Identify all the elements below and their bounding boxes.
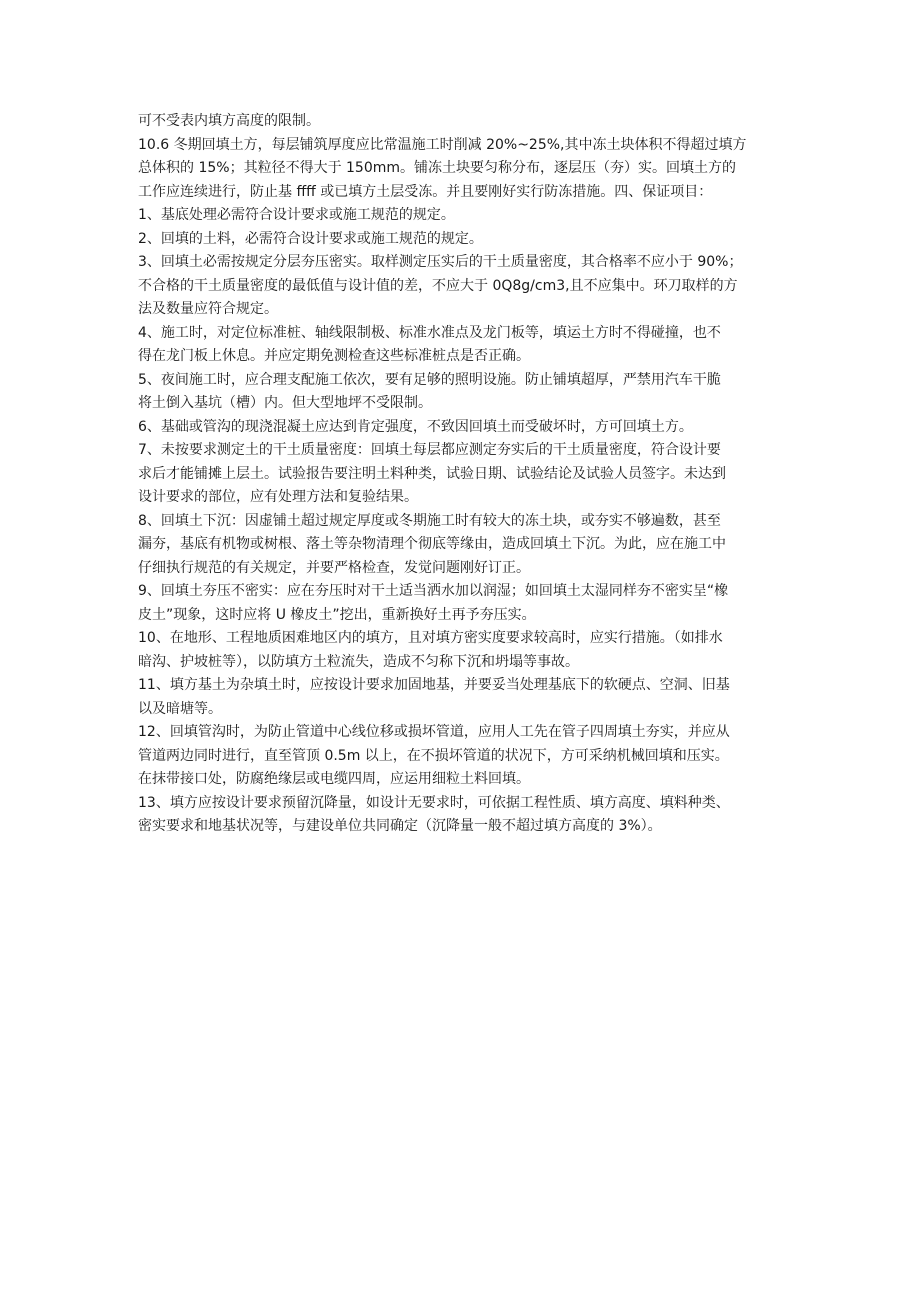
text-line: 不合格的干土质量密度的最低值与设计值的差，不应大于 0Q8g/cm3,且不应集中。环刀取样的方 [138,277,738,294]
text-line: 1、基底处理必需符合设计要求或施工规范的规定。 [138,207,455,223]
text-line: 11、填方基土为杂填土时，应按设计要求加固地基，并要妥当处理基底下的软硬点、空洞、旧基 [138,677,730,693]
text-line: 设计要求的部位，应有处理方法和复验结果。 [138,489,418,505]
text-line: 2、回填的土料，必需符合设计要求或施工规范的规定。 [138,230,483,247]
text-line: 10、在地形、工程地质困难地区内的填方，且对填方密实度要求较高时，应实行措施。（如排水 [138,630,723,646]
text-line: 密实要求和地基状况等，与建设单位共同确定（沉降量一般不超过填方高度的 3%）。 [138,818,662,834]
text-line: 9、回填土夯压不密实：应在夯压时对干土适当洒水加以润湿；如回填土太湿同样夯不密实呈“橡 [138,583,729,599]
text-line: 仔细执行规范的有关规定，并要严格检查，发觉问题刚好订正。 [138,559,530,576]
text-line: 13、填方应按设计要求预留沉降量，如设计无要求时，可依据工程性质、填方高度、填料种类、 [138,794,730,811]
text-line: 暗沟、护坡桩等），以防填方土粒流失，造成不匀称下沉和坍塌等事故。 [138,653,579,670]
text-line: 管道两边同时进行，直至管顶 0.5m 以上，在不损坏管道的状况下，方可采纳机械回填和压实。 [138,747,729,764]
text-line: 6、基础或管沟的现浇混凝土应达到肯定强度，不致因回填土而受破坏时，方可回填土方。 [138,418,693,435]
text-line: 5、夜间施工时，应合理支配施工依次，要有足够的照明设施。防止铺填超厚，严禁用汽车干脆 [138,371,721,388]
text-line: 10.6 冬期回填土方，每层铺筑厚度应比常温施工时削减 20%~25%,其中冻土块体积不得超过填方 [138,136,747,153]
text-line: 求后才能铺摊上层土。试验报告要注明土料种类，试验日期、试验结论及试验人员签字。未达到 [138,465,726,482]
text-line: 法及数量应符合规定。 [138,301,278,317]
document-body [138,110,794,839]
text-line: 总体积的 15%；其粒径不得大于 150mm。铺冻土块要匀称分布，逐层压（夯）实。回填土方的 [138,160,737,176]
text-line: 得在龙门板上休息。并应定期免测检查这些标准桩点是否正确。 [138,348,530,364]
text-line: 4、施工时，对定位标准桩、轴线限制极、标准水准点及龙门板等，填运土方时不得碰撞，也不 [138,324,721,341]
text-line: 7、未按要求测定土的干土质量密度：回填土每层都应测定夯实后的干土质量密度，符合设计要 [138,442,721,458]
text-line: 皮土”现象，这时应将 U 橡皮土”挖出，重新换好土再予夯压实。 [138,606,536,623]
text-line: 将土倒入基坑（槽）内。但大型地坪不受限制。 [138,395,432,411]
text-line: 以及暗塘等。 [138,700,222,717]
text-line: 在抹带接口处，防腐绝缘层或电缆四周，应运用细粒土料回填。 [138,771,530,787]
text-line: 12、回填管沟时，为防止管道中心线位移或损坏管道，应用人工先在管子四周填土夯实，并应从 [138,724,730,740]
text-line: 工作应连续进行，防止基 ffff 或已填方土层受冻。并且要刚好实行防冻措施。四、保证项目： [138,183,713,200]
text-line: 3、回填土必需按规定分层夯压密实。取样测定压实后的干土质量密度，其合格率不应小于 90%； [138,254,743,270]
text-line: 可不受表内填方高度的限制。 [138,113,320,129]
text-line: 8、回填土下沉：因虚铺土超过规定厚度或冬期施工时有较大的冻土块，或夯实不够遍数，甚至 [138,512,721,529]
text-line: 漏夯，基底有机物或树根、落土等杂物清理个彻底等缘由，造成回填土下沉。为此，应在施工中 [138,536,726,552]
